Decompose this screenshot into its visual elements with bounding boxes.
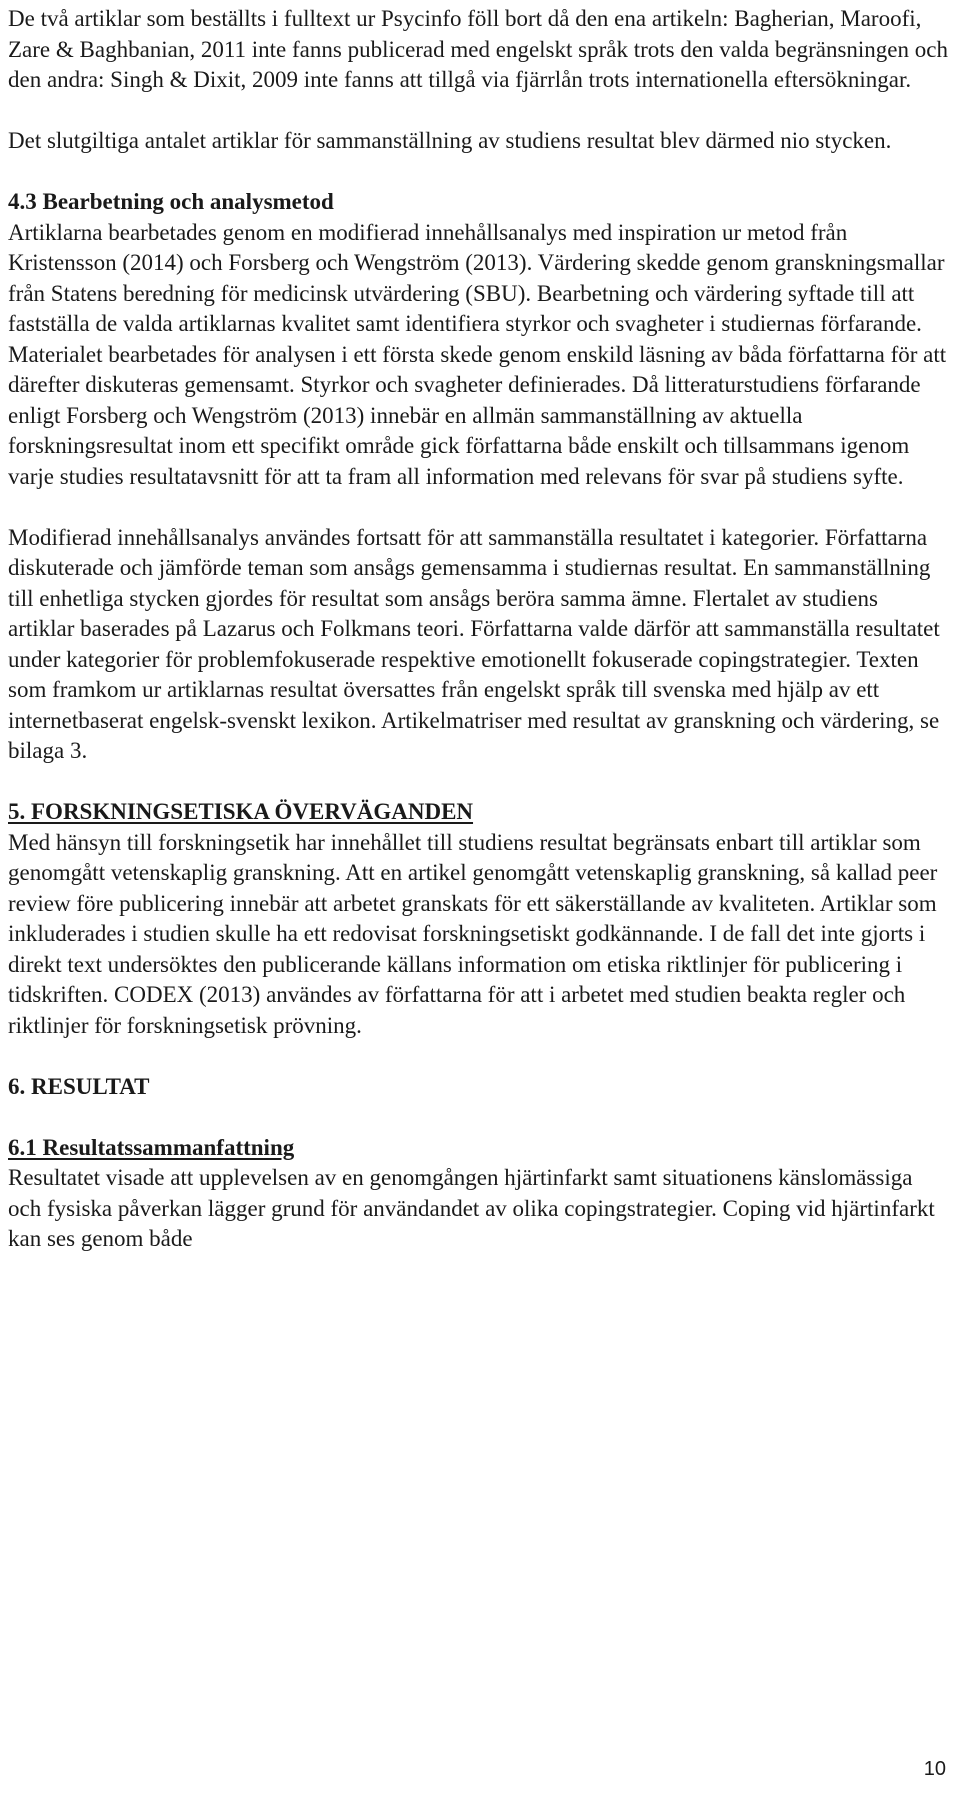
section-6-1-heading-text: 6.1 Resultatssammanfattning [8, 1134, 295, 1160]
section-4-3-paragraph-1: Artiklarna bearbetades genom en modifierad innehållsanalys med inspiration ur metod från Kristensson (2014) och Forsberg och Wengström (2013). Värdering skedde genom granskningsmallar från Statens beredning för medicinsk utvärdering (SBU). Bearbetning och värdering syftade till att fastställa de valda artiklarnas kvalitet samt identifiera styrkor och svagheter i studiernas förfarande. Materialet bearbetades för analysen i ett första skede genom enskild läsning av båda författarna för att därefter diskuteras gemensamt. Styrkor och svagheter definierades. Då litteraturstudiens förfarande enligt Forsberg och Wengström (2013) innebär en allmän sammanställning av aktuella forskningsresultat inom ett specifikt område gick författarna både enskilt och tillsammans igenom varje studies resultatavsnitt för att ta fram all information med relevans för svar på studiens syfte. [8, 219, 947, 489]
section-5-heading [8, 797, 952, 828]
page-number: 10 [923, 1758, 946, 1780]
section-5-heading-text: 5. FORSKNINGSETISKA ÖVERVÄGANDEN [8, 799, 474, 824]
section-6-1 [8, 1133, 952, 1255]
intro-paragraph-2: Det slutgiltiga antalet artiklar för sammanställning av studiens resultat blev därmed nio stycken. [8, 128, 892, 153]
section-6 [8, 1072, 952, 1103]
section-5 [8, 797, 952, 1041]
section-4-3-heading: 4.3 Bearbetning och analysmetod [8, 189, 334, 214]
section-4-3-paragraph-2: Modifierad innehållsanalys användes fortsatt för att sammanställa resultatet i kategorier. Författarna diskuterade och jämförde teman som ansågs gemensamma i studiernas resultat. En sammanställning till enhetliga stycken gjordes för resultat som ansågs beröra samma ämne. Flertalet av studiens artiklar baserades på Lazarus och Folkmans teori. Författarna valde därför att sammanställa resultatet under kategorier för problemfokuserade respektive emotionellt fokuserade copingstrategier. Texten som framkom ur artiklarnas resultat översattes från engelskt språk till svenska med hjälp av ett internetbaserat engelsk-svenskt lexikon. Artikelmatriser med resultat av granskning och värdering, se bilaga 3. [8, 524, 940, 763]
section-6-1-paragraph-1: Resultatet visade att upplevelsen av en genomgången hjärtinfarkt samt situationens känslomässiga och fysiska påverkan lägger grund för användandet av olika copingstrategier. Coping vid hjärtinfarkt kan ses genom både [8, 1165, 935, 1251]
section-5-paragraph-1: Med hänsyn till forskningsetik har innehållet till studiens resultat begränsats enbart till artiklar som genomgått vetenskaplig granskning. Att en artikel genomgått vetenskaplig granskning, så kallad peer review före publicering innebär att arbetet granskats för ett säkerställande av kvaliteten. Artiklar som inkluderades i studien skulle ha ett redovisat forskningsetiskt godkännande. I de fall det inte gjorts i direkt text undersöktes den publicerande källans information om etiska riktlinjer för publicering i tidskriften. CODEX (2013) användes av författarna för att i arbetet med studien beakta regler och riktlinjer för forskningsetisk prövning. [8, 829, 938, 1038]
section-6-heading: 6. RESULTAT [8, 1073, 150, 1099]
intro-paragraph-1: De två artiklar som beställts i fulltext ur Psycinfo föll bort då den ena artikeln: Bagherian, Maroofi, Zare & Baghbanian, 2011 inte fanns publicerad med engelskt språk trots den valda begränsningen och den andra: Singh & Dixit, 2009 inte fanns att tillgå via fjärrlån trots internationella eftersökningar. [8, 6, 948, 92]
section-6-1-heading [8, 1133, 952, 1164]
section-4-3 [8, 187, 952, 767]
